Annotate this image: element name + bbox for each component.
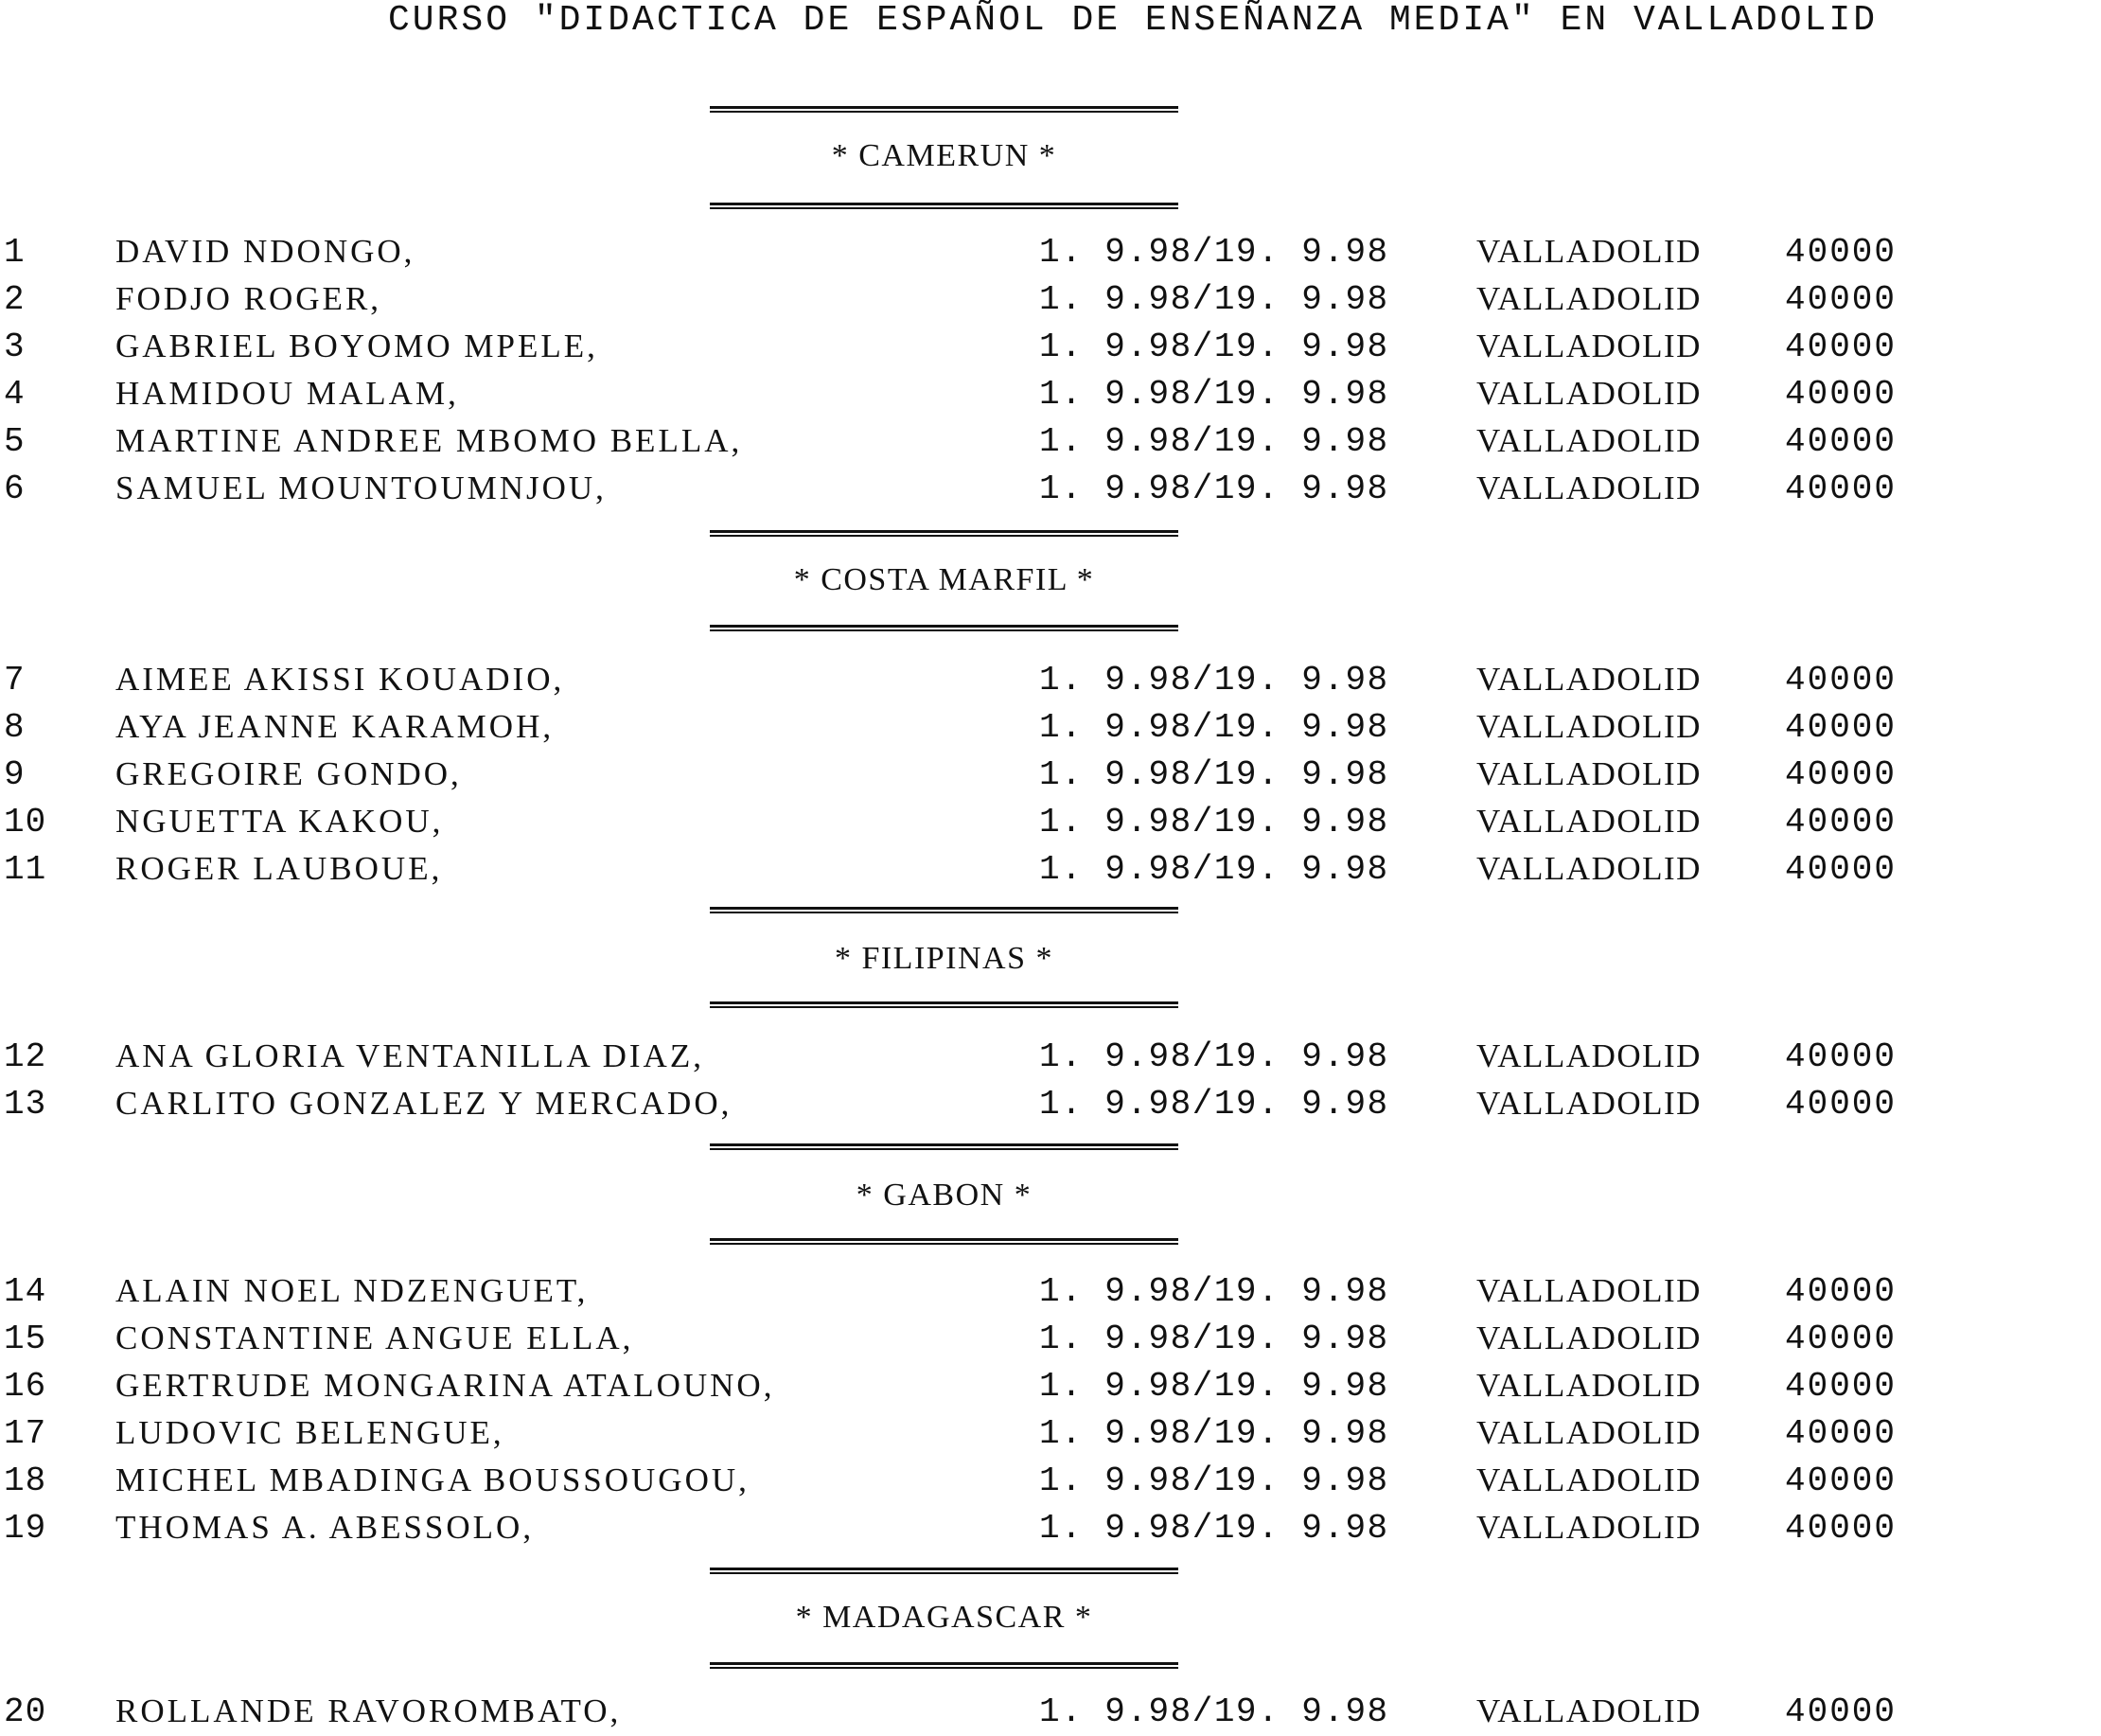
participant-name: CARLITO GONZALEZ Y MERCADO,: [115, 1085, 733, 1122]
course-period: 1. 9.98/19. 9.98: [1039, 422, 1389, 461]
participant-name: LUDOVIC BELENGUE,: [115, 1414, 504, 1451]
section-heading-gabon: * GABON *: [856, 1178, 1033, 1213]
amount: 40000: [1785, 328, 1898, 366]
table-row: [0, 755, 2101, 799]
course-place: VALLADOLID: [1476, 708, 1702, 745]
section-rule-top: [710, 106, 1178, 113]
course-place: VALLADOLID: [1476, 803, 1702, 840]
course-period: 1. 9.98/19. 9.98: [1039, 328, 1389, 366]
table-row: [0, 1037, 2101, 1081]
course-period: 1. 9.98/19. 9.98: [1039, 1320, 1389, 1358]
section-rule-bottom: [710, 625, 1178, 631]
participant-name: THOMAS A. ABESSOLO,: [115, 1509, 535, 1546]
course-place: VALLADOLID: [1476, 1037, 1702, 1074]
course-period: 1. 9.98/19. 9.98: [1039, 1085, 1389, 1124]
section-heading-madagascar: * MADAGASCAR *: [795, 1600, 1093, 1635]
section-heading-costa-marfil: * COSTA MARFIL *: [793, 562, 1095, 597]
amount: 40000: [1785, 1320, 1898, 1358]
course-place: VALLADOLID: [1476, 422, 1702, 459]
course-place: VALLADOLID: [1476, 1509, 1702, 1546]
row-number: 1: [4, 233, 26, 272]
course-place: VALLADOLID: [1476, 1461, 1702, 1498]
row-number: 9: [4, 755, 26, 794]
table-row: [0, 850, 2101, 894]
row-number: 5: [4, 422, 26, 461]
amount: 40000: [1785, 280, 1898, 319]
table-row: [0, 280, 2101, 324]
section-rule-top: [710, 1568, 1178, 1574]
course-period: 1. 9.98/19. 9.98: [1039, 280, 1389, 319]
course-period: 1. 9.98/19. 9.98: [1039, 661, 1389, 700]
section-heading-filipinas: * FILIPINAS *: [834, 941, 1054, 976]
section-heading-camerun: * CAMERUN *: [831, 138, 1057, 173]
course-period: 1. 9.98/19. 9.98: [1039, 375, 1389, 414]
table-row: [0, 1085, 2101, 1128]
amount: 40000: [1785, 1367, 1898, 1406]
table-row: [0, 1320, 2101, 1363]
participant-name: DAVID NDONGO,: [115, 233, 415, 270]
course-period: 1. 9.98/19. 9.98: [1039, 1367, 1389, 1406]
participant-name: ANA GLORIA VENTANILLA DIAZ,: [115, 1037, 704, 1074]
course-place: VALLADOLID: [1476, 661, 1702, 698]
amount: 40000: [1785, 1509, 1898, 1548]
row-number: 8: [4, 708, 26, 747]
course-place: VALLADOLID: [1476, 1414, 1702, 1451]
row-number: 14: [4, 1272, 47, 1311]
participant-name: MICHEL MBADINGA BOUSSOUGOU,: [115, 1461, 750, 1498]
table-row: [0, 708, 2101, 752]
row-number: 12: [4, 1037, 47, 1076]
amount: 40000: [1785, 661, 1898, 700]
course-period: 1. 9.98/19. 9.98: [1039, 1461, 1389, 1500]
participant-name: AIMEE AKISSI KOUADIO,: [115, 661, 565, 698]
table-row: [0, 233, 2101, 276]
row-number: 3: [4, 328, 26, 366]
table-row: [0, 1692, 2101, 1736]
course-place: VALLADOLID: [1476, 469, 1702, 506]
section-rule-top: [710, 907, 1178, 913]
section-rule-bottom: [710, 1001, 1178, 1008]
amount: 40000: [1785, 1272, 1898, 1311]
table-row: [0, 661, 2101, 704]
course-period: 1. 9.98/19. 9.98: [1039, 708, 1389, 747]
row-number: 20: [4, 1692, 47, 1731]
course-place: VALLADOLID: [1476, 1320, 1702, 1356]
table-row: [0, 375, 2101, 418]
course-place: VALLADOLID: [1476, 1085, 1702, 1122]
participant-name: GERTRUDE MONGARINA ATALOUNO,: [115, 1367, 775, 1404]
table-row: [0, 469, 2101, 513]
participant-name: ROGER LAUBOUE,: [115, 850, 443, 887]
amount: 40000: [1785, 1085, 1898, 1124]
participant-name: HAMIDOU MALAM,: [115, 375, 459, 412]
amount: 40000: [1785, 375, 1898, 414]
course-place: VALLADOLID: [1476, 328, 1702, 364]
participant-name: CONSTANTINE ANGUE ELLA,: [115, 1320, 634, 1356]
table-row: [0, 422, 2101, 466]
course-period: 1. 9.98/19. 9.98: [1039, 1414, 1389, 1453]
course-period: 1. 9.98/19. 9.98: [1039, 1509, 1389, 1548]
participant-name: GREGOIRE GONDO,: [115, 755, 462, 792]
amount: 40000: [1785, 755, 1898, 794]
amount: 40000: [1785, 422, 1898, 461]
amount: 40000: [1785, 803, 1898, 841]
row-number: 13: [4, 1085, 47, 1124]
amount: 40000: [1785, 1037, 1898, 1076]
section-rule-bottom: [710, 203, 1178, 209]
participant-name: ALAIN NOEL NDZENGUET,: [115, 1272, 589, 1309]
row-number: 2: [4, 280, 26, 319]
participant-name: GABRIEL BOYOMO MPELE,: [115, 328, 598, 364]
section-rule-top: [710, 530, 1178, 537]
row-number: 18: [4, 1461, 47, 1500]
amount: 40000: [1785, 1461, 1898, 1500]
row-number: 19: [4, 1509, 47, 1548]
table-row: [0, 1367, 2101, 1410]
table-row: [0, 1272, 2101, 1316]
row-number: 11: [4, 850, 47, 889]
table-row: [0, 1414, 2101, 1458]
row-number: 16: [4, 1367, 47, 1406]
course-place: VALLADOLID: [1476, 755, 1702, 792]
row-number: 7: [4, 661, 26, 700]
course-place: VALLADOLID: [1476, 233, 1702, 270]
amount: 40000: [1785, 233, 1898, 272]
amount: 40000: [1785, 469, 1898, 508]
course-period: 1. 9.98/19. 9.98: [1039, 850, 1389, 889]
amount: 40000: [1785, 1692, 1898, 1731]
course-period: 1. 9.98/19. 9.98: [1039, 1272, 1389, 1311]
course-period: 1. 9.98/19. 9.98: [1039, 1692, 1389, 1731]
table-row: [0, 1461, 2101, 1505]
course-place: VALLADOLID: [1476, 1692, 1702, 1729]
participant-name: ROLLANDE RAVOROMBATO,: [115, 1692, 622, 1729]
table-row: [0, 1509, 2101, 1552]
row-number: 10: [4, 803, 47, 841]
course-period: 1. 9.98/19. 9.98: [1039, 755, 1389, 794]
course-place: VALLADOLID: [1476, 1272, 1702, 1309]
page-title: CURSO "DIDACTICA DE ESPAÑOL DE ENSEÑANZA MEDIA" EN VALLADOLID: [388, 0, 1879, 41]
amount: 40000: [1785, 708, 1898, 747]
table-row: [0, 328, 2101, 371]
participant-name: FODJO ROGER,: [115, 280, 382, 317]
amount: 40000: [1785, 850, 1898, 889]
amount: 40000: [1785, 1414, 1898, 1453]
section-rule-bottom: [710, 1238, 1178, 1245]
participant-name: MARTINE ANDREE MBOMO BELLA,: [115, 422, 743, 459]
course-period: 1. 9.98/19. 9.98: [1039, 469, 1389, 508]
course-period: 1. 9.98/19. 9.98: [1039, 233, 1389, 272]
course-period: 1. 9.98/19. 9.98: [1039, 1037, 1389, 1076]
course-place: VALLADOLID: [1476, 850, 1702, 887]
section-rule-top: [710, 1143, 1178, 1150]
course-place: VALLADOLID: [1476, 1367, 1702, 1404]
course-place: VALLADOLID: [1476, 375, 1702, 412]
participant-name: AYA JEANNE KARAMOH,: [115, 708, 555, 745]
row-number: 6: [4, 469, 26, 508]
row-number: 15: [4, 1320, 47, 1358]
course-place: VALLADOLID: [1476, 280, 1702, 317]
table-row: [0, 803, 2101, 846]
participant-name: SAMUEL MOUNTOUMNJOU,: [115, 469, 607, 506]
course-period: 1. 9.98/19. 9.98: [1039, 803, 1389, 841]
participant-name: NGUETTA KAKOU,: [115, 803, 444, 840]
section-rule-bottom: [710, 1662, 1178, 1669]
row-number: 4: [4, 375, 26, 414]
row-number: 17: [4, 1414, 47, 1453]
